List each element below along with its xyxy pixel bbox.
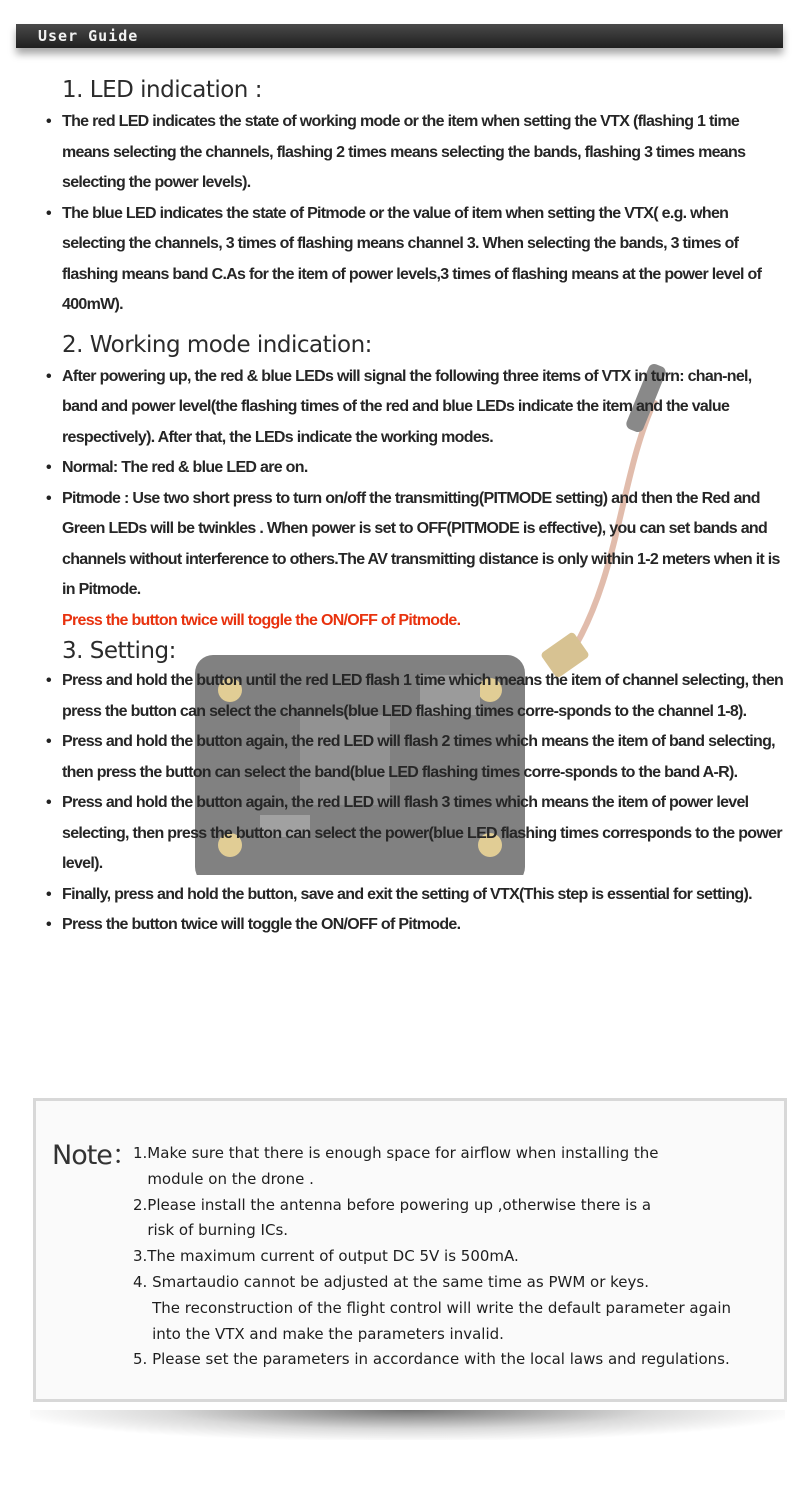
section-led-indication (46, 77, 786, 321)
header-bar (16, 24, 783, 48)
bullet-list (46, 107, 786, 321)
content (46, 70, 786, 941)
page-title: User Guide (38, 27, 139, 45)
list-item: • Press and hold the button again, the red LED will flash 3 times which means the item of power level selecting, then press the button can select the power(blue LED flashing times corresponds to the power level). (46, 788, 786, 880)
note-list (133, 1141, 773, 1373)
note-item: 5. Please set the parameters in accordance with the local laws and regulations. (133, 1350, 730, 1369)
bullet-list (46, 666, 786, 941)
list-item: • After powering up, the red & blue LEDs will signal the following three items of VTX in turn: chan-nel, band and power level(the flashing times of the red and blue LEDs indicate the item and the value respectively). After that, the LEDs indicate the working modes. (46, 362, 786, 454)
list-item: • Finally, press and hold the button, save and exit the setting of VTX(This step is essential for setting). (46, 880, 786, 911)
note-item: 4. Smartaudio cannot be adjusted at the same time as PWM or keys. The reconstruction of the flight control will write the default parameter again into the VTX and make the parameters invalid. (133, 1272, 732, 1343)
bottom-shadow-divider (30, 1410, 785, 1440)
section-setting (46, 638, 786, 941)
note-item: 2.Please install the antenna before powering up ,otherwise there is a risk of burning ICs. (133, 1195, 652, 1240)
note-box (33, 1098, 787, 1402)
section-working-mode (46, 332, 786, 637)
bullet-list (46, 362, 786, 637)
list-item: • Press and hold the button again, the red LED will flash 2 times which means the item of band selecting, then press the button can select the band(blue LED flashing times corre-sponds to the band A-R). (46, 727, 786, 788)
note-item: 1.Make sure that there is enough space for airflow when installing the module on the drone . (133, 1144, 659, 1188)
list-item: • Normal: The red & blue LED are on. (46, 453, 786, 484)
section-title: 3. Setting: (62, 638, 176, 664)
note-item: 3.The maximum current of output DC 5V is 500mA. (133, 1247, 519, 1266)
note-label: Note： (52, 1140, 138, 1171)
section-title: 1. LED indication : (62, 77, 262, 103)
list-item: • Press the button twice will toggle the ON/OFF of Pitmode. (46, 910, 786, 941)
section-title: 2. Working mode indication: (62, 331, 372, 358)
list-item: • Press and hold the button until the red LED flash 1 time which means the item of channel selecting, then press the button can select the channels(blue LED flashing times corre-sponds to the channel 1-8). (46, 666, 786, 727)
highlight-note: Press the button twice will toggle the ON/OFF of Pitmode. (62, 611, 461, 629)
list-item: • The blue LED indicates the state of Pitmode or the value of item when setting the VTX( e.g. when selecting the channels, 3 times of flashing means channel 3. When selecting the bands, 3 times of flashing means band C.As for the item of power levels,3 times of flashing means at the power level of 400mW). (46, 199, 786, 321)
list-item: • The red LED indicates the state of working mode or the item when setting the VTX (flashing 1 time means selecting the channels, flashing 2 times means selecting the bands, flashing 3 times means selecting the power levels). (46, 107, 786, 199)
list-item: • Pitmode : Use two short press to turn on/off the transmitting(PITMODE setting) and then the Red and Green LEDs will be twinkles . When power is set to OFF(PITMODE is effective), you can set bands and channels without interference to others.The AV transmitting distance is only within 1-2 meters when it is in Pitmode. (46, 484, 786, 606)
